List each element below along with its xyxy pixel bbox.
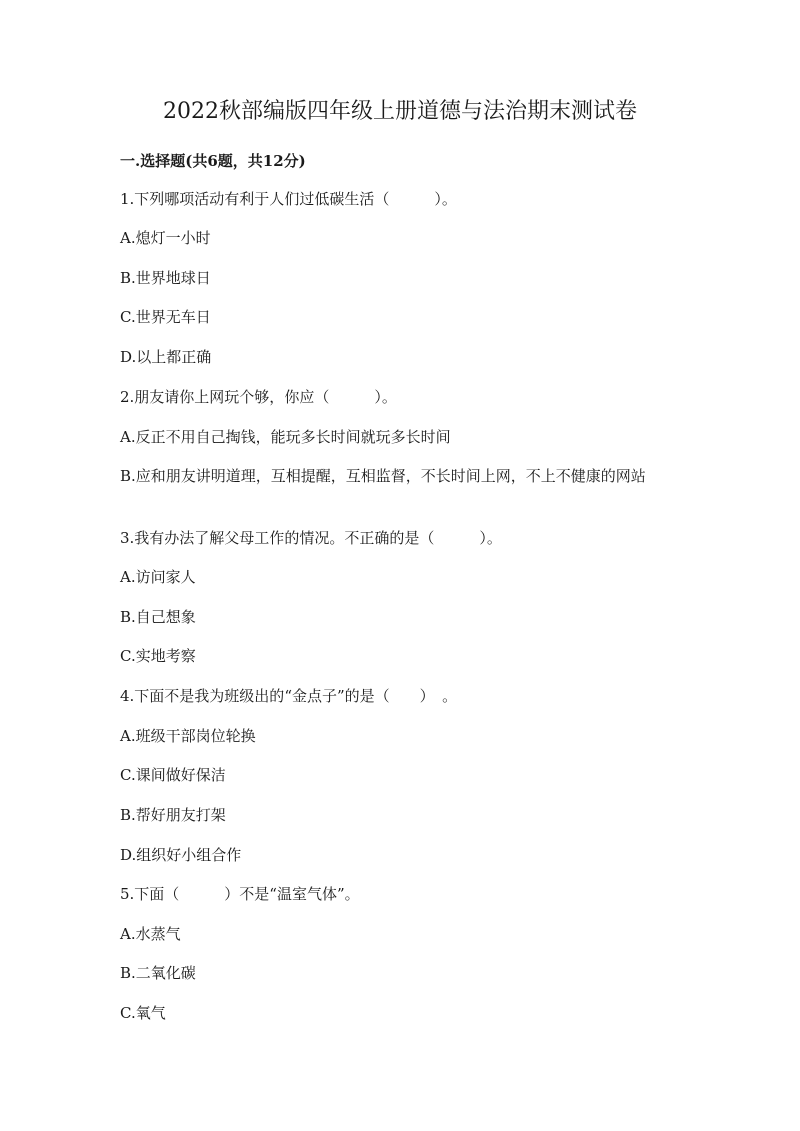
answer-option: B.二氧化碳 [120,964,196,982]
question-stem: 1.下列哪项活动有利于人们过低碳生活（ ）。 [120,190,457,208]
answer-option: D.组织好小组合作 [120,846,242,864]
answer-option: B.世界地球日 [120,269,211,287]
answer-option: A.班级干部岗位轮换 [120,727,256,745]
answer-option: B.应和朋友讲明道理，互相提醒，互相监督，不长时间上网，不上不健康的网站 [120,467,646,485]
answer-option: C.实地考察 [120,647,196,665]
answer-option: A.反正不用自己掏钱，能玩多长时间就玩多长时间 [120,428,451,446]
answer-option: C.氧气 [120,1004,166,1022]
answer-option: C.课间做好保洁 [120,766,226,784]
question-stem: 3.我有办法了解父母工作的情况。不正确的是（ ）。 [120,529,502,547]
question-stem: 4.下面不是我为班级出的“金点子”的是（ ） 。 [120,687,458,705]
answer-option: A.水蒸气 [120,925,181,943]
answer-option: B.自己想象 [120,608,196,626]
question-stem: 2.朋友请你上网玩个够，你应（ ）。 [120,388,397,406]
answer-option: D.以上都正确 [120,348,212,366]
page-title: 2022秋部编版四年级上册道德与法治期末测试卷 [163,99,637,124]
answer-option: C.世界无车日 [120,308,211,326]
section-heading: 一.选择题(共6题，共12分) [120,152,306,170]
answer-option: A.熄灯一小时 [120,229,211,247]
answer-option: A.访问家人 [120,568,196,586]
question-stem: 5.下面（ ）不是“温室气体”。 [120,885,360,903]
answer-option: B.帮好朋友打架 [120,806,226,824]
